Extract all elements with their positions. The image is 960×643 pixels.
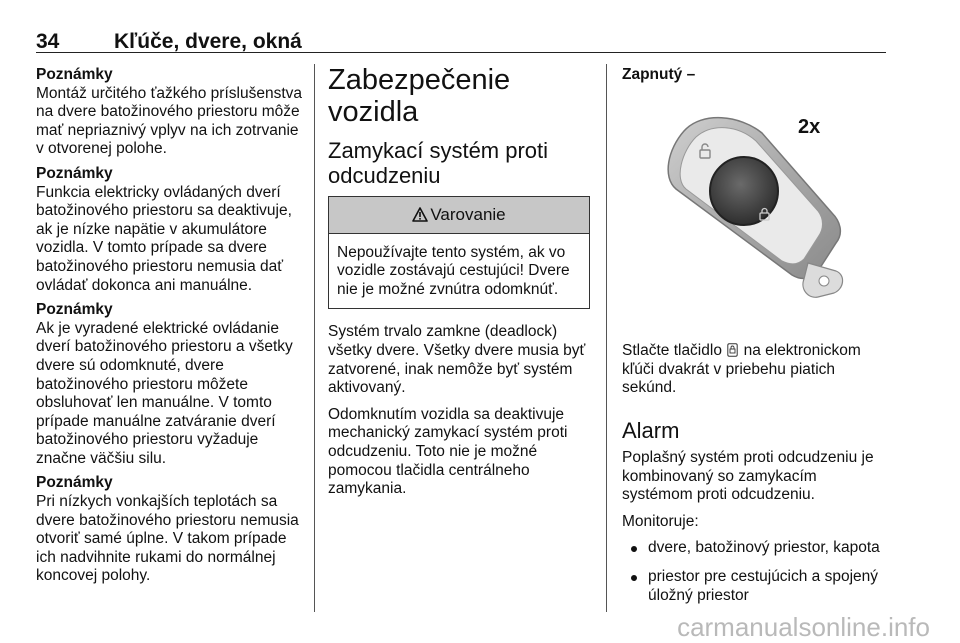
- instruction: [622, 342, 887, 398]
- column-left: [36, 66, 304, 592]
- bullet-icon: [631, 546, 637, 552]
- section-title: Zabezpečenie vozidla: [328, 64, 511, 128]
- note-text: Funkcia elektricky ovládaných dverí batožinového priestoru sa deaktivuje, ak je nízke napätie v akumulátore vozidla. V tomto prípade sa dvere batožinového priestoru nemusia dať ovládať dokonca ani manuálne.: [36, 183, 292, 294]
- paragraph: Systém trvalo zamkne (deadlock) všetky dvere. Všetky dvere musia byť zatvorené, inak nemôže byť systém aktivovaný.: [328, 323, 586, 397]
- alarm-paragraph: Poplašný systém proti odcudzeniu je kombinovaný so zamykacím systémom proti odcudzeniu.: [622, 448, 874, 504]
- paragraph: Odomknutím vozidla sa deaktivuje mechanický zamykací systém proti odcudzeniu. Toto nie je možné pomocou tlačidla centrálneho zamykania.: [328, 405, 568, 498]
- page-header: [36, 30, 886, 53]
- warning-text: Nepoužívajte tento systém, ak vo vozidle zostávajú cestujúci! Dvere nie je možné zvnútra odomknúť.: [337, 243, 570, 298]
- note-heading: Poznámky: [36, 474, 113, 492]
- warning-triangle-icon: [412, 207, 428, 222]
- lock-icon: [727, 343, 738, 357]
- column-right: [622, 66, 887, 615]
- list-item: [622, 568, 887, 605]
- note-heading: Poznámky: [36, 164, 113, 182]
- note-block: [36, 474, 304, 586]
- bullet-icon: [631, 575, 637, 581]
- warning-heading: Varovanie: [430, 205, 506, 224]
- note-block: [36, 301, 304, 468]
- page-number: 34: [36, 30, 60, 53]
- warning-box: [328, 196, 590, 309]
- warning-header: [329, 197, 589, 234]
- alarm-title: Alarm: [622, 417, 680, 443]
- list-item-text: priestor pre cestujúcich a spojený úložný priestor: [648, 567, 879, 604]
- watermark: carmanualsonline.info: [677, 612, 930, 642]
- running-title: Kľúče, dvere, okná: [114, 30, 302, 53]
- mode-label: Zapnutý –: [622, 66, 696, 83]
- note-heading: Poznámky: [36, 66, 113, 83]
- instruction-start: Stlačte tlačidlo: [622, 342, 722, 360]
- monitor-label: Monitoruje:: [622, 512, 699, 530]
- column-divider: [314, 64, 315, 612]
- subsection-title: Zamykací systém proti odcudzeniu: [328, 138, 549, 188]
- instruction-end: na elektronickom kľúči dvakrát v priebehu piatich sekúnd.: [622, 342, 861, 397]
- note-block: [36, 66, 304, 159]
- note-text: Ak je vyradené elektrické ovládanie dverí batožinového priestoru a všetky dvere sú odomknuté, dvere batožinového priestoru môžete obsluhovať len manuálne. V tomto prípade manuálne zatváranie dverí batožinového priestoru vyžaduje značne väčšiu silu.: [36, 319, 293, 467]
- list-item-text: dvere, batožinový priestor, kapota: [648, 539, 880, 557]
- note-text: Montáž určitého ťažkého príslušenstva na dvere batožinového priestoru môže mať nepriaznivý vplyv na ich zotrvanie v otvorenej polohe.: [36, 84, 303, 158]
- figure-label: 2x: [798, 115, 821, 138]
- note-heading: Poznámky: [36, 301, 113, 319]
- monitor-list: [622, 539, 887, 605]
- note-block: [36, 165, 304, 295]
- key-fob-illustration: [622, 93, 886, 319]
- note-text: Pri nízkych vonkajších teplotách sa dvere batožinového priestoru nemusia otvoriť samé úplne. V takom prípade ich nadvihnite rukami do normálnej koncovej polohy.: [36, 493, 299, 585]
- column-divider: [606, 64, 607, 612]
- column-middle: [328, 66, 590, 507]
- list-item: [622, 539, 887, 558]
